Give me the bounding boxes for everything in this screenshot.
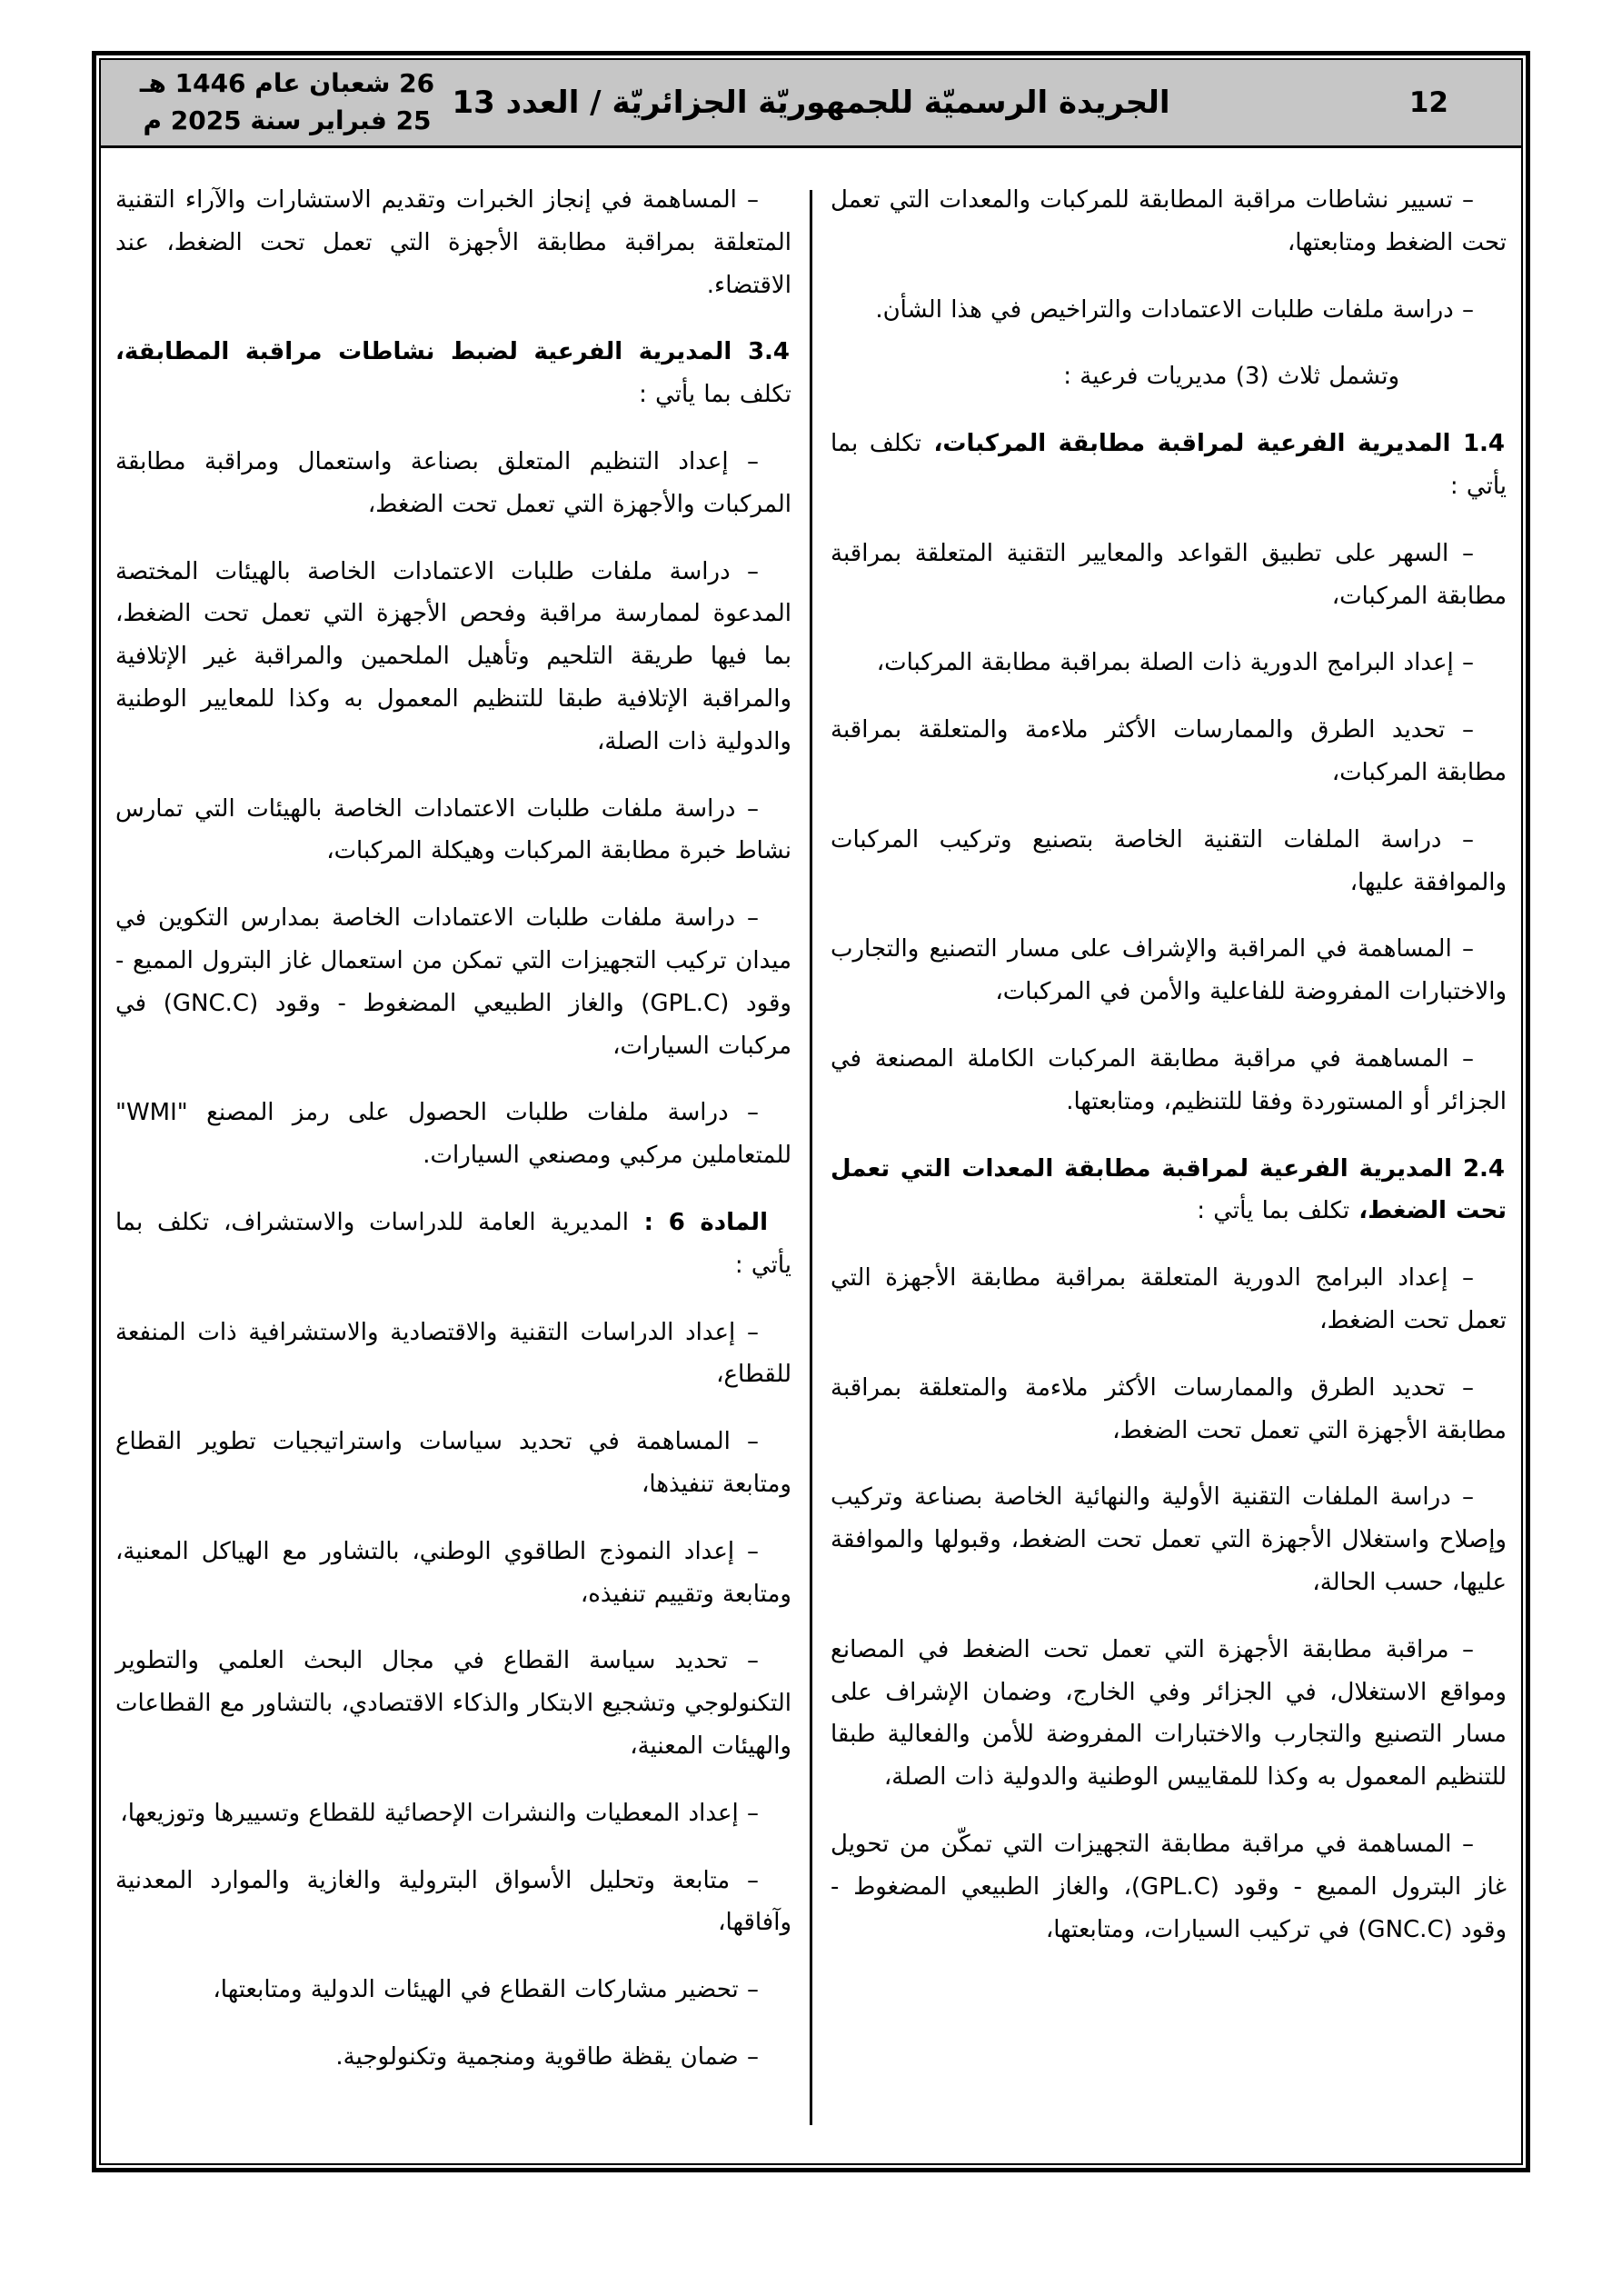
heading-rest: المديرية العامة للدراسات والاستشراف، تكلف بما يأتي : — [115, 1208, 791, 1279]
paragraph: – تسيير نشاطات مراقبة المطابقة للمركبات والمعدات التي تعمل تحت الضغط ومتابعتها، — [831, 186, 1507, 256]
bold-lead: المادة 6 : — [629, 1208, 768, 1236]
bold-lead: 3.4 المديرية الفرعية لضبط نشاطات مراقبة المطابقة، — [115, 338, 790, 366]
paragraph: – ضمان يقظة طاقوية ومنجمية وتكنولوجية. — [335, 2042, 759, 2071]
paragraph: – تحديد الطرق والممارسات الأكثر ملاءمة والمتعلقة بمراقبة مطابقة الأجهزة التي تعمل تحت الضغط، — [831, 1373, 1507, 1444]
paragraph: – المساهمة في مراقبة مطابقة المركبات الكاملة المصنعة في الجزائر أو المستوردة وفقا للتنظيم، ومتابعتها. — [831, 1044, 1507, 1115]
column-left — [103, 148, 810, 2163]
header-dates — [137, 65, 437, 139]
article-heading — [115, 1202, 791, 1287]
paragraph: – دراسة ملفات طلبات الاعتمادات والتراخيص في هذا الشأن. — [875, 295, 1474, 324]
paragraph: – إعداد الدراسات التقنية والاقتصادية والاستشرافية ذات المنفعة للقطاع، — [115, 1318, 791, 1389]
column-right — [812, 148, 1519, 2163]
paragraph: – السهر على تطبيق القواعد والمعايير التقنية المتعلقة بمراقبة مطابقة المركبات، — [831, 539, 1507, 610]
paragraph: – المساهمة في مراقبة مطابقة التجهيزات التي تمكّن من تحويل غاز البترول المميع - وقود (GPL.C)، والغاز الطبيعي المضغوط - وقود (GNC.C) في تركيب السيارات، ومتابعتها، — [831, 1830, 1507, 1943]
section-heading — [115, 331, 791, 416]
paragraph: – المساهمة في المراقبة والإشراف على مسار التصنيع والتجارب والاختبارات المفروضة للفاعلية والأمن في المركبات، — [831, 935, 1507, 1006]
heading-rest: تكلف بما يأتي : — [1197, 1197, 1350, 1225]
intro-line: وتشمل ثلاث (3) مديريات فرعية : — [1063, 363, 1399, 391]
gazette-title: الجريدة الرسميّة للجمهوريّة الجزائريّة / العدد 13 — [452, 85, 1170, 121]
paragraph: – إعداد البرامج الدورية المتعلقة بمراقبة مطابقة الأجهزة التي تعمل تحت الضغط، — [831, 1264, 1507, 1334]
paragraph: – إعداد المعطيات والنشرات الإحصائية للقطاع وتسييرها وتوزيعها، — [120, 1799, 759, 1827]
paragraph: – دراسة ملفات طلبات الاعتمادات الخاصة بمدارس التكوين في ميدان تركيب التجهيزات التي تمكن من استعمال غاز البترول المميع - وقود (GPL.C) والغاز الطبيعي المضغوط - وقود (GNC.C) في مركبات السيارات، — [115, 904, 791, 1060]
hijri-date: 26 شعبان عام 1446 هـ — [139, 68, 435, 99]
page-number: 12 — [1408, 86, 1448, 119]
paragraph: – المساهمة في إنجاز الخبرات وتقديم الاستشارات والآراء التقنية المتعلقة بمراقبة مطابقة الأجهزة التي تعمل تحت الضغط، عند الاقتضاء. — [115, 186, 791, 299]
paragraph: – متابعة وتحليل الأسواق البترولية والغازية والموارد المعدنية وآفاقها، — [115, 1866, 791, 1937]
paragraph: – دراسة ملفات طلبات الاعتمادات الخاصة بالهيئات المختصة المدعوة لممارسة مراقبة وفحص الأجهزة التي تعمل تحت الضغط، بما فيها طريقة التلحيم وتأهيل الملحمين والمراقبة غير الإتلافية والمراقبة الإتلافية طبقا للتنظيم المعمول به وكذا للمعايير الوطنية والدولية ذات الصلة، — [115, 557, 791, 755]
gregorian-date: 25 فبراير سنة 2025 م — [143, 105, 432, 135]
section-heading — [831, 1148, 1507, 1233]
paragraph: – إعداد التنظيم المتعلق بصناعة واستعمال ومراقبة مطابقة المركبات والأجهزة التي تعمل تحت الضغط، — [115, 447, 791, 518]
paragraph: – دراسة ملفات طلبات الاعتمادات الخاصة بالهيئات التي تمارس نشاط خبرة مطابقة المركبات وهيكلة المركبات، — [115, 794, 791, 865]
page-frame-inner — [99, 58, 1523, 2165]
header-band — [101, 60, 1521, 148]
paragraph: – دراسة الملفات التقنية الخاصة بتصنيع وتركيب المركبات والموافقة عليها، — [831, 825, 1507, 896]
content-area — [101, 148, 1521, 2163]
bold-lead: 1.4 المديرية الفرعية لمراقبة مطابقة المركبات، — [920, 430, 1505, 458]
paragraph: – المساهمة في تحديد سياسات واستراتيجيات تطوير القطاع ومتابعة تنفيذها، — [115, 1428, 791, 1498]
paragraph: – تحديد سياسة القطاع في مجال البحث العلمي والتطوير التكنولوجي وتشجيع الابتكار والذكاء الاقتصادي، بالتشاور مع القطاعات والهيئات المعنية، — [115, 1647, 791, 1760]
heading-rest: تكلف بما يأتي : — [831, 430, 1507, 500]
paragraph: – تحديد الطرق والممارسات الأكثر ملاءمة والمتعلقة بمراقبة مطابقة المركبات، — [831, 716, 1507, 786]
paragraph: – إعداد النموذج الطاقوي الوطني، بالتشاور مع الهياكل المعنية، ومتابعة وتقييم تنفيذه، — [115, 1537, 791, 1608]
paragraph: – دراسة الملفات التقنية الأولية والنهائية الخاصة بصناعة وتركيب وإصلاح واستغلال الأجهزة التي تعمل تحت الضغط، وقبولها والموافقة عليها، حسب الحالة، — [831, 1483, 1507, 1596]
bold-lead: 2.4 المديرية الفرعية لمراقبة مطابقة المعدات التي تعمل تحت الضغط، — [831, 1154, 1507, 1225]
heading-rest: تكلف بما يأتي : — [639, 381, 791, 409]
page-frame — [92, 51, 1530, 2172]
paragraph: – تحضير مشاركات القطاع في الهيئات الدولية ومتابعتها، — [213, 1976, 759, 2004]
paragraph: – إعداد البرامج الدورية ذات الصلة بمراقبة مطابقة المركبات، — [876, 649, 1474, 677]
column-divider — [810, 190, 812, 2125]
section-heading — [831, 423, 1507, 508]
paragraph: – دراسة ملفات طلبات الحصول على رمز المصنع "WMI" للمتعاملين مركبي ومصنعي السيارات. — [115, 1099, 791, 1170]
paragraph: – مراقبة مطابقة الأجهزة التي تعمل تحت الضغط في المصانع ومواقع الاستغلال، في الجزائر وفي الخارج، وضمان الإشراف على مسار التصنيع والتجارب والاختبارات المفروضة للأمن والفعالية طبقا للتنظيم المعمول به وكذا للمقاييس الوطنية والدولية ذات الصلة، — [831, 1635, 1507, 1792]
